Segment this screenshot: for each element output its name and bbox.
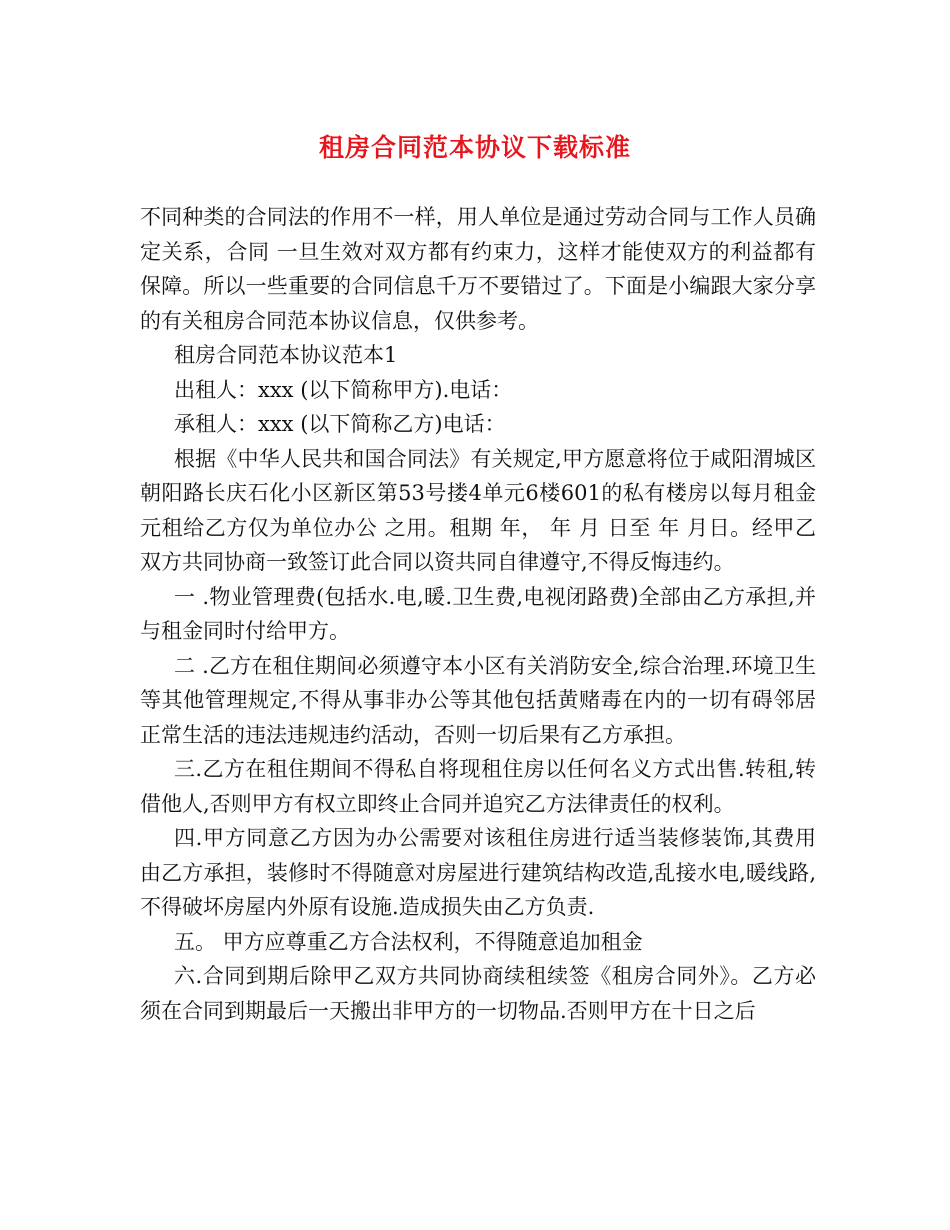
paragraph-sample-heading: 租房合同范本协议范本1 xyxy=(174,343,398,367)
paragraph-lessee: 承租人：xxx (以下简称乙方)电话： xyxy=(174,412,506,436)
paragraph-intro: 不同种类的合同法的作用不一样，用人单位是通过劳动合同与工作人员确定关系，合同 一旦生效对双方都有约束力，这样才能使双方的利益都有保障。所以一些重要的合同信息千万不要错过了。下面是小编跟大家分享的有关租房合同范本协议信息，仅供参考。 xyxy=(140,205,816,333)
paragraph-clause-2: 二 .乙方在租住期间必须遵守本小区有关消防安全,综合治理.环境卫生等其他管理规定,不得从事非办公等其他包括黄赌毒在内的一切有碍邻居正常生活的违法违规违约活动，否则一切后果有乙方承担。 xyxy=(140,653,816,747)
paragraph-clause-5: 五。 甲方应尊重乙方合法权利，不得随意追加租金 xyxy=(174,929,643,954)
document-body xyxy=(140,200,816,1028)
document-title: 租房合同范本协议下载标准 xyxy=(318,133,631,162)
paragraph-clause-3: 三.乙方在租住期间不得私自将现租住房以任何名义方式出售.转租,转借他人,否则甲方有权立即终止合同并追究乙方法律责任的权利。 xyxy=(140,757,816,816)
paragraph-clause-4: 四.甲方同意乙方因为办公需要对该租住房进行适当装修装饰,其费用由乙方承担，装修时不得随意对房屋进行建筑结构改造,乱接水电,暖线路,不得破坏房屋内外原有设施.造成损失由乙方负责. xyxy=(140,826,816,919)
paragraph-basis: 根据《中华人民共和国合同法》有关规定,甲方愿意将位于咸阳渭城区朝阳路长庆石化小区新区第53号搂4单元6楼601的私有楼房以每月租金 元租给乙方仅为单位办公 之用。租期 年， 年 月 日至 年 月日。经甲乙双方共同协商一致签订此合同以资共同自律遵守,不得反悔违约。 xyxy=(140,446,816,574)
paragraph-clause-1: 一 .物业管理费(包括水.电,暖.卫生费,电视闭路费)全部由乙方承担,并与租金同时付给甲方。 xyxy=(140,584,816,643)
paragraph-lessor: 出租人：xxx (以下简称甲方).电话： xyxy=(174,377,513,402)
paragraph-clause-6: 六.合同到期后除甲乙双方共同协商续租续签《租房合同外》。乙方必须在合同到期最后一天搬出非甲方的一切物品.否则甲方在十日之后 xyxy=(140,964,816,1023)
